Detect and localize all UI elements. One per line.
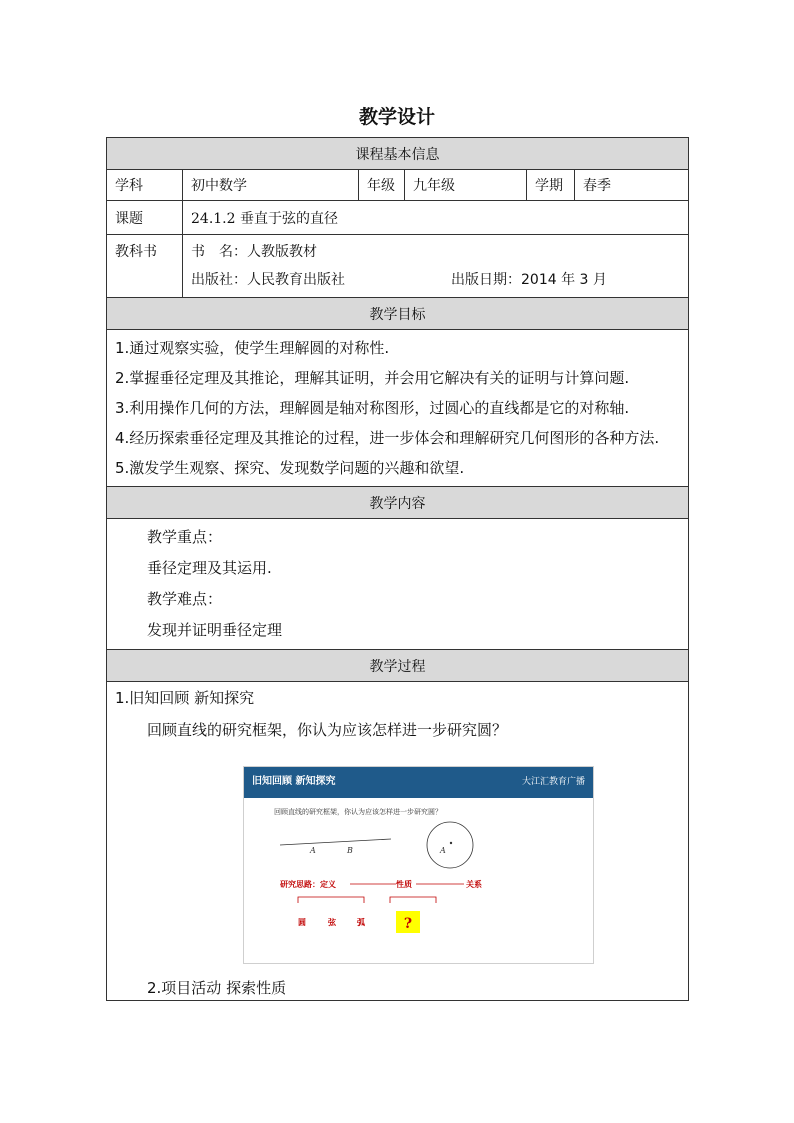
circle-center-dot bbox=[450, 842, 452, 844]
route-label: 研究思路：定义 bbox=[280, 879, 336, 889]
section-process: 教学过程 bbox=[107, 650, 689, 682]
slide-question: 回顾直线的研究框架，你认为应该怎样进一步研究圆？ bbox=[274, 808, 442, 816]
book-name: 书 名：人教版教材 bbox=[191, 244, 317, 260]
publisher: 出版社：人民教育出版社 bbox=[191, 272, 345, 288]
step1-title: 1.旧知回顾 新知探究 bbox=[115, 689, 255, 707]
objective-item: 2.掌握垂径定理及其推论，理解其证明，并会用它解决有关的证明与计算问题. bbox=[115, 369, 630, 387]
step1-text: 回顾直线的研究框架，你认为应该怎样进一步研究圆？ bbox=[147, 721, 508, 739]
term-value: 春季 bbox=[575, 170, 689, 201]
step2-title: 2.项目活动 探索性质 bbox=[147, 979, 287, 997]
lesson-table bbox=[106, 137, 689, 1001]
slide-logo: 大江汇教育广播 bbox=[521, 777, 585, 787]
route-mid: 性质 bbox=[396, 879, 412, 889]
subject-value: 初中数学 bbox=[183, 170, 359, 201]
section-objectives: 教学目标 bbox=[107, 298, 689, 330]
point-b-label: B bbox=[347, 846, 353, 855]
line-segment bbox=[280, 839, 391, 845]
circle-shape bbox=[427, 822, 473, 868]
grade-value: 九年级 bbox=[405, 170, 527, 201]
item-arc: 弧 bbox=[357, 917, 365, 927]
pub-date: 出版日期：2014 年 3 月 bbox=[451, 272, 607, 288]
objective-item: 5.激发学生观察、探究、发现数学问题的兴趣和欲望. bbox=[115, 459, 465, 477]
objective-item: 4.经历探索垂径定理及其推论的过程，进一步体会和理解研究几何图形的各种方法. bbox=[115, 429, 660, 447]
slide-image bbox=[243, 766, 594, 964]
section-content: 教学内容 bbox=[107, 487, 689, 519]
term-label: 学期 bbox=[527, 170, 575, 201]
key-point-label: 教学重点： bbox=[147, 528, 223, 546]
objective-item: 3.利用操作几何的方法，理解圆是轴对称图形，过圆心的直线都是它的对称轴. bbox=[115, 399, 630, 417]
key-point-value: 垂径定理及其运用. bbox=[147, 559, 272, 577]
difficulty-value: 发现并证明垂径定理 bbox=[147, 621, 283, 639]
section-basic-info: 课程基本信息 bbox=[107, 138, 689, 170]
point-a-label: A bbox=[310, 846, 316, 855]
slide-diagram bbox=[244, 767, 593, 963]
route-end: 关系 bbox=[466, 879, 482, 889]
item-chord: 弦 bbox=[328, 917, 336, 927]
question-mark: ? bbox=[403, 916, 413, 932]
item-circle: 圆 bbox=[298, 917, 306, 927]
page-title: 教学设计 bbox=[358, 106, 435, 128]
textbook-label: 教科书 bbox=[107, 235, 183, 298]
bracket-right bbox=[390, 897, 436, 903]
circle-label: A bbox=[440, 846, 446, 855]
grade-label: 年级 bbox=[359, 170, 405, 201]
topic-value: 24.1.2 垂直于弦的直径 bbox=[183, 201, 689, 235]
subject-label: 学科 bbox=[107, 170, 183, 201]
publisher-row bbox=[191, 266, 680, 294]
topic-label: 课题 bbox=[107, 201, 183, 235]
difficulty-label: 教学难点： bbox=[147, 590, 223, 608]
slide-tag: 旧知回顾 新知探究 bbox=[252, 776, 336, 787]
bracket-left bbox=[298, 897, 364, 903]
objective-item: 1.通过观察实验，使学生理解圆的对称性. bbox=[115, 339, 390, 357]
